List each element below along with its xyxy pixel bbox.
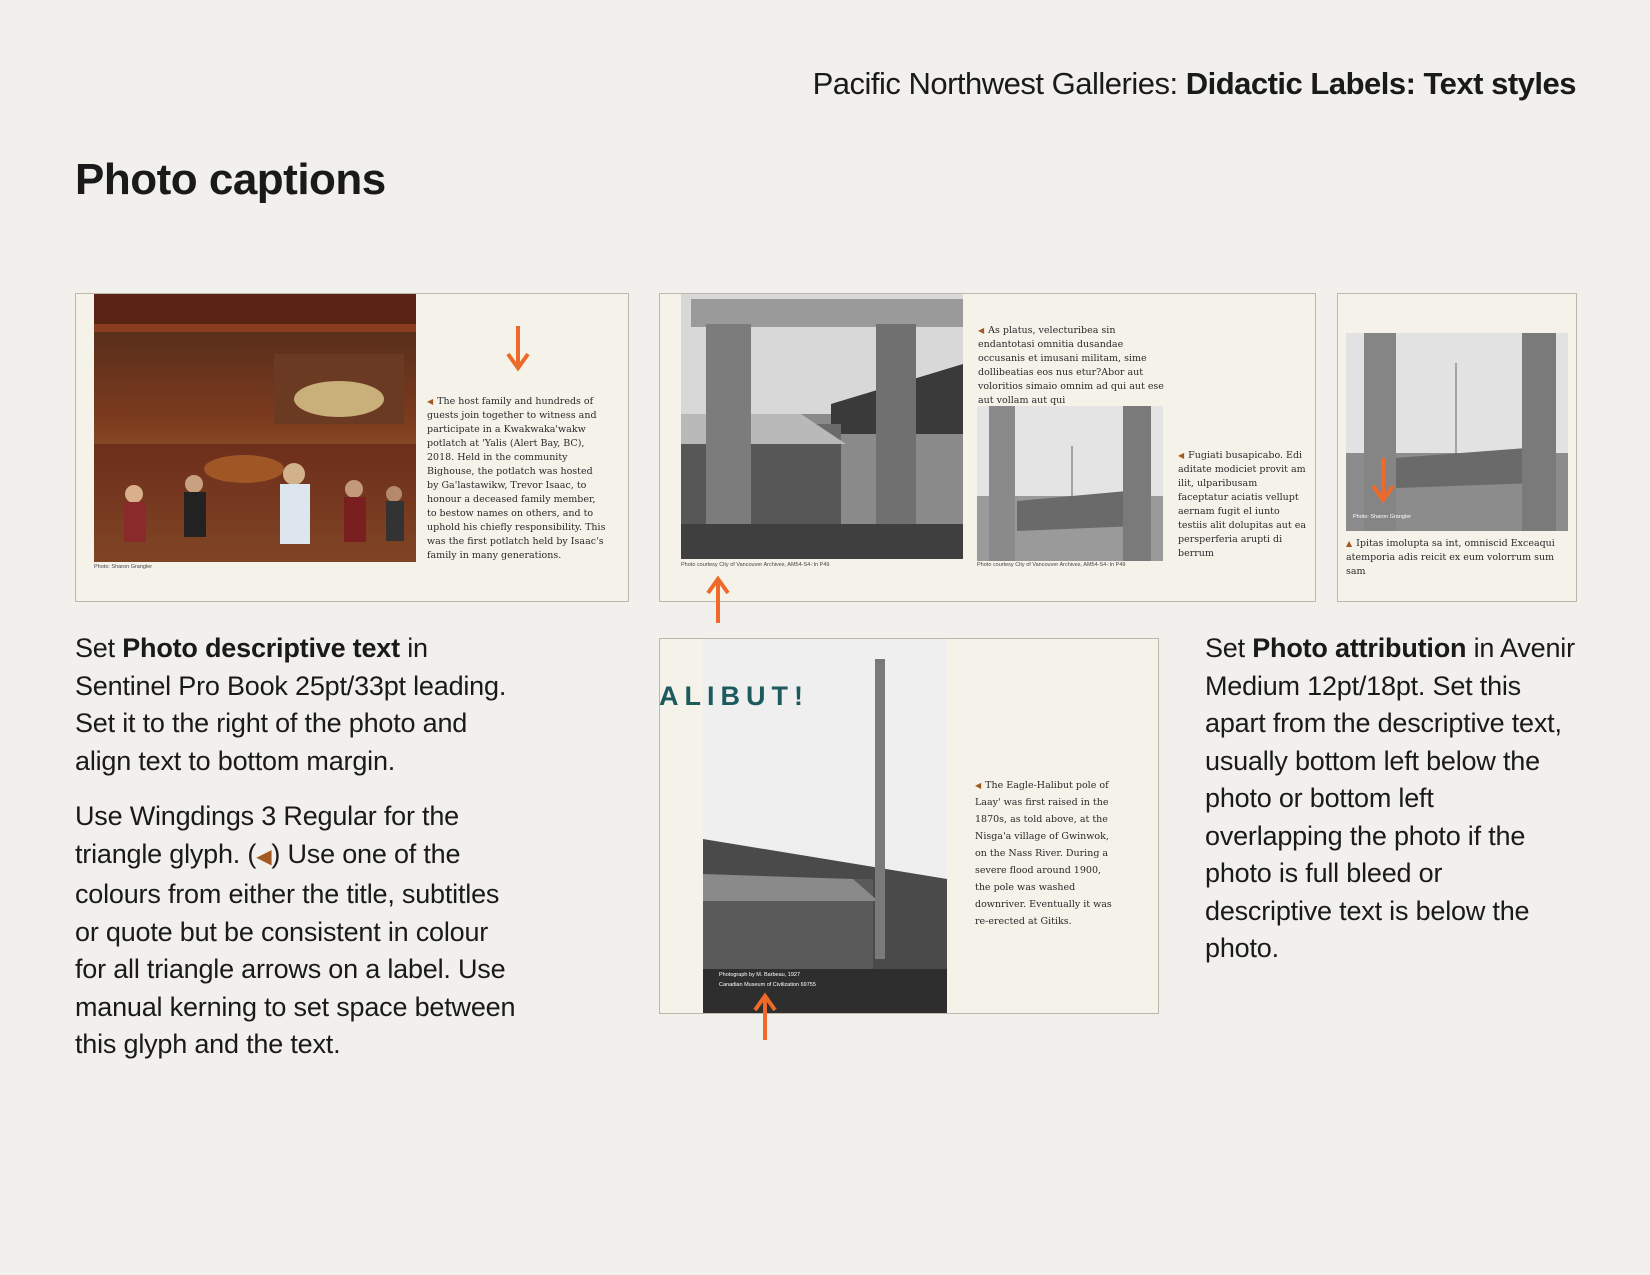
caption-text: The host family and hundreds of guests join together to witness and participate in a Kwakwaka'wakw potlatch at 'Yalis (Alert Bay, BC), 2018. Held in the community Bighouse, the potlatch was hosted by Ga'lastawikw, Trevor Isaac, to honour a deceased family member, to bestow names on others, and to uphold his chiefly responsibility. This was the first potlatch held by Isaac's family in many generations.: [427, 396, 606, 561]
header-prefix: Pacific Northwest Galleries:: [812, 66, 1186, 101]
caption-text: Ipitas imolupta sa int, omniscid Exceaqui atemporia adis reicit ex eum volorrum sum sam: [1346, 538, 1555, 577]
photo-descriptive-text: [427, 395, 607, 563]
example-panel-full-bleed: [1337, 293, 1577, 602]
arrow-up-icon: [753, 992, 777, 1042]
photo-attribution-left: Photo courtesy City of Vancouver Archives, AM54-S4-:In P49: [681, 562, 830, 568]
triangle-glyph-icon: ◀: [975, 781, 982, 790]
triangle-glyph-up-icon: ▲: [1346, 539, 1353, 548]
caption-text: The Eagle-Halibut pole of Laay' was first raised in the 1870s, as told above, at the Nisga'a village of Gwinwok, on the Nass River. During a severe flood around 1900, the pole was washed downriver. Eventually it was re-erected at Gitiks.: [975, 780, 1112, 927]
photo-attribution-right: Photo courtesy City of Vancouver Archives, AM54-S4-:In P49: [977, 562, 1126, 568]
photo-descriptive-text-right: [1178, 449, 1308, 561]
attribution-instructions: [1205, 630, 1575, 986]
photo-descriptive-text: [975, 777, 1115, 930]
triangle-glyph-icon: ◀: [978, 326, 985, 335]
instruction-paragraph-1: Set Photo descriptive text in Sentinel Pro Book 25pt/33pt leading. Set it to the right of the photo and align text to bottom margin.: [75, 633, 507, 776]
arrow-up-icon: [706, 575, 730, 625]
potlatch-photo: [94, 294, 416, 562]
descriptive-text-instructions: [75, 630, 525, 1082]
poles-photo: [681, 294, 963, 559]
photo-descriptive-text-top: [978, 324, 1168, 408]
triangle-glyph-icon: ◀: [427, 397, 434, 406]
header-bold: Didactic Labels: Text styles: [1185, 66, 1576, 101]
example-panel-potlatch: [75, 293, 629, 602]
arrow-down-icon: [506, 324, 530, 372]
photo-attribution-line1: Photograph by M. Barbeau, 1927: [719, 972, 801, 978]
caption-text: Fugiati busapicabo. Edi aditate modiciet provit am ilit, ulparibusam faceptatur aciatis vellupt aernam fugit el iunto testiis alit dolupitas aut ea persperferia arupti di berrum: [1178, 450, 1307, 559]
triangle-glyph-icon: ◀: [1178, 451, 1185, 460]
photo-attribution: Photo: Sharon Grangler: [94, 564, 153, 570]
heading-fragment: ALIBUT!: [659, 681, 809, 711]
photo-attribution-overlay: Photo: Sharon Grangler: [1353, 514, 1412, 520]
triangle-glyph-icon: ◀: [256, 845, 272, 868]
photo-attribution-line2: Canadian Museum of Civilization 69755: [719, 982, 816, 988]
page-header: [813, 66, 1576, 102]
poles-small-photo: [977, 406, 1163, 561]
page-title: Photo captions: [75, 155, 386, 204]
arrow-down-icon: [1371, 456, 1395, 504]
instruction-paragraph-3: Set Photo attribution in Avenir Medium 12pt/18pt. Set this apart from the descriptive text, usually bottom left below the photo or bottom left overlapping the photo if the photo is full bleed or descriptive text is below the photo.: [1205, 633, 1575, 963]
instruction-paragraph-2: Use Wingdings 3 Regular for the triangle glyph. (◀) Use one of the colours from either the title, subtitles or quote but be consistent in colour for all triangle arrows on a label. Use manual kerning to set space between this glyph and the text.: [75, 801, 516, 1059]
caption-text: As platus, velecturibea sin endantotasi omnitia dusandae occusanis et imusani militam, sime dollibeatias eos nus etur?Abor aut voloritios simaio omnim ad qui aut ese aut vollam aut qui: [978, 325, 1164, 406]
example-panel-poles: [659, 293, 1316, 602]
photo-descriptive-text-below: [1346, 537, 1571, 579]
